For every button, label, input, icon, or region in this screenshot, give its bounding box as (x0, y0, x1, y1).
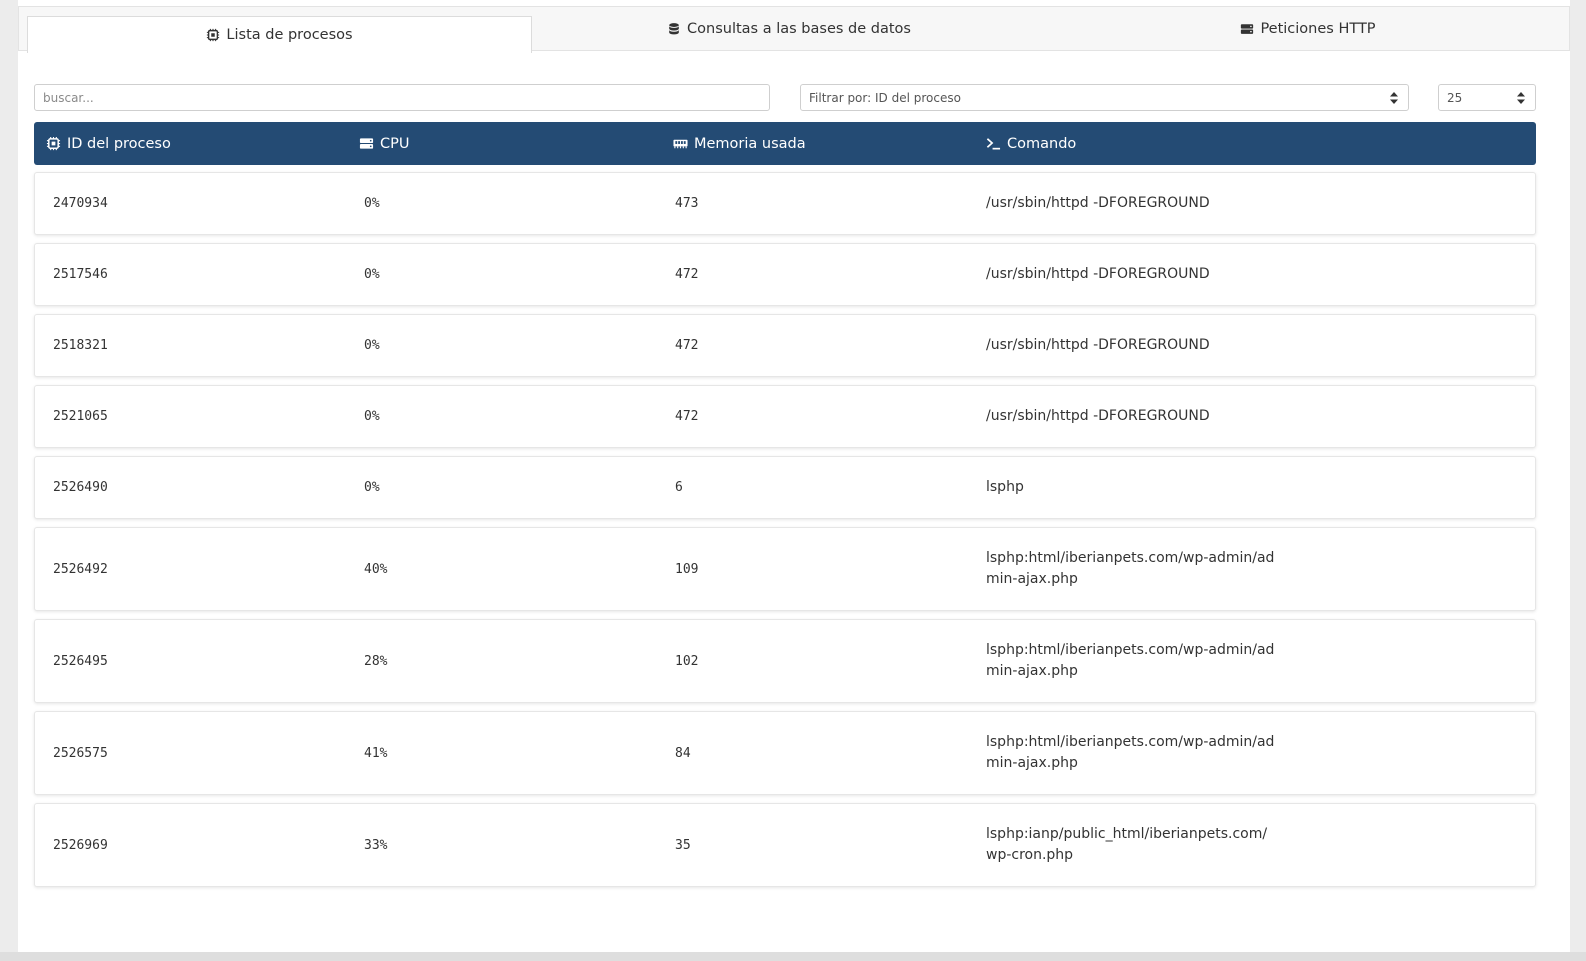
table-row[interactable] (34, 711, 1536, 795)
memory-icon (673, 136, 688, 151)
table-row[interactable] (34, 314, 1536, 377)
chip-icon (206, 28, 220, 42)
cell-pid: 2526575 (53, 745, 108, 761)
cell-pid: 2526492 (53, 561, 108, 577)
tab-bar (18, 6, 1570, 51)
server-icon (1240, 22, 1254, 36)
cell-cpu: 33% (364, 837, 388, 853)
cell-cpu: 41% (364, 745, 388, 761)
cell-command: lsphp:ianp/public_html/iberianpets.com/wp-cron.php (986, 826, 1268, 863)
column-header-label: ID del proceso (67, 135, 171, 152)
tab-label: Consultas a las bases de datos (687, 21, 911, 37)
database-icon (667, 22, 681, 36)
table-controls (18, 84, 1570, 111)
tab-database-queries[interactable] (532, 7, 1046, 51)
column-header-label: Comando (1007, 135, 1077, 152)
cell-command: /usr/sbin/httpd -DFOREGROUND (986, 337, 1210, 353)
cell-memory: 109 (675, 561, 699, 577)
cell-cpu: 0% (364, 338, 380, 353)
cell-memory: 35 (675, 837, 691, 853)
cell-command: lsphp (986, 479, 1024, 495)
cell-cpu: 40% (364, 561, 388, 577)
table-row[interactable] (34, 619, 1536, 703)
sort-arrows-icon (1390, 92, 1398, 104)
cell-pid: 2521065 (53, 409, 108, 424)
cell-pid: 2526969 (53, 837, 108, 853)
cell-pid: 2526495 (53, 653, 108, 669)
chip-icon (46, 136, 61, 151)
cell-cpu: 0% (364, 480, 380, 495)
table-row[interactable] (34, 243, 1536, 306)
cell-memory: 473 (675, 196, 699, 211)
server-icon (359, 136, 374, 151)
tab-process-list[interactable] (27, 16, 532, 53)
table-header (34, 122, 1536, 165)
column-header-label: CPU (380, 135, 410, 152)
tab-label: Lista de procesos (226, 27, 353, 43)
cell-memory: 472 (675, 409, 699, 424)
cell-pid: 2470934 (53, 196, 108, 211)
cell-memory: 102 (675, 653, 699, 669)
cell-memory: 84 (675, 745, 691, 761)
column-header-label: Memoria usada (694, 135, 806, 152)
column-header-cpu[interactable] (359, 122, 409, 165)
table-row[interactable] (34, 803, 1536, 887)
cell-cpu: 0% (364, 267, 380, 282)
cell-cpu: 28% (364, 653, 388, 669)
cell-command: lsphp:html/iberianpets.com/wp-admin/admin-ajax.php (986, 550, 1275, 587)
filter-select-value: Filtrar por: ID del proceso (809, 90, 961, 105)
cell-memory: 472 (675, 267, 699, 282)
bottom-divider (0, 952, 1586, 961)
column-header-memory[interactable] (673, 122, 806, 165)
page-size-value: 25 (1447, 90, 1463, 105)
cell-cpu: 0% (364, 196, 380, 211)
cell-command: /usr/sbin/httpd -DFOREGROUND (986, 408, 1210, 424)
table-row[interactable] (34, 456, 1536, 519)
tab-label: Peticiones HTTP (1260, 21, 1376, 37)
cell-pid: 2526490 (53, 480, 108, 495)
table-row[interactable] (34, 172, 1536, 235)
cell-pid: 2517546 (53, 267, 108, 282)
table-row[interactable] (34, 385, 1536, 448)
filter-select[interactable] (800, 84, 1409, 111)
sort-arrows-icon (1517, 92, 1525, 104)
process-panel (18, 0, 1570, 952)
cell-command: lsphp:html/iberianpets.com/wp-admin/admin-ajax.php (986, 734, 1275, 771)
column-header-pid[interactable] (46, 122, 171, 165)
cell-memory: 6 (675, 480, 683, 495)
column-header-command[interactable] (986, 122, 1076, 165)
page-size-select[interactable] (1438, 84, 1536, 111)
table-row[interactable] (34, 527, 1536, 611)
cell-pid: 2518321 (53, 338, 108, 353)
cell-memory: 472 (675, 338, 699, 353)
tab-http-requests[interactable] (1046, 7, 1570, 51)
cell-command: /usr/sbin/httpd -DFOREGROUND (986, 266, 1210, 282)
cell-command: lsphp:html/iberianpets.com/wp-admin/admin-ajax.php (986, 642, 1275, 679)
terminal-icon (986, 136, 1001, 151)
search-input[interactable] (34, 84, 770, 111)
cell-cpu: 0% (364, 409, 380, 424)
cell-command: /usr/sbin/httpd -DFOREGROUND (986, 195, 1210, 211)
